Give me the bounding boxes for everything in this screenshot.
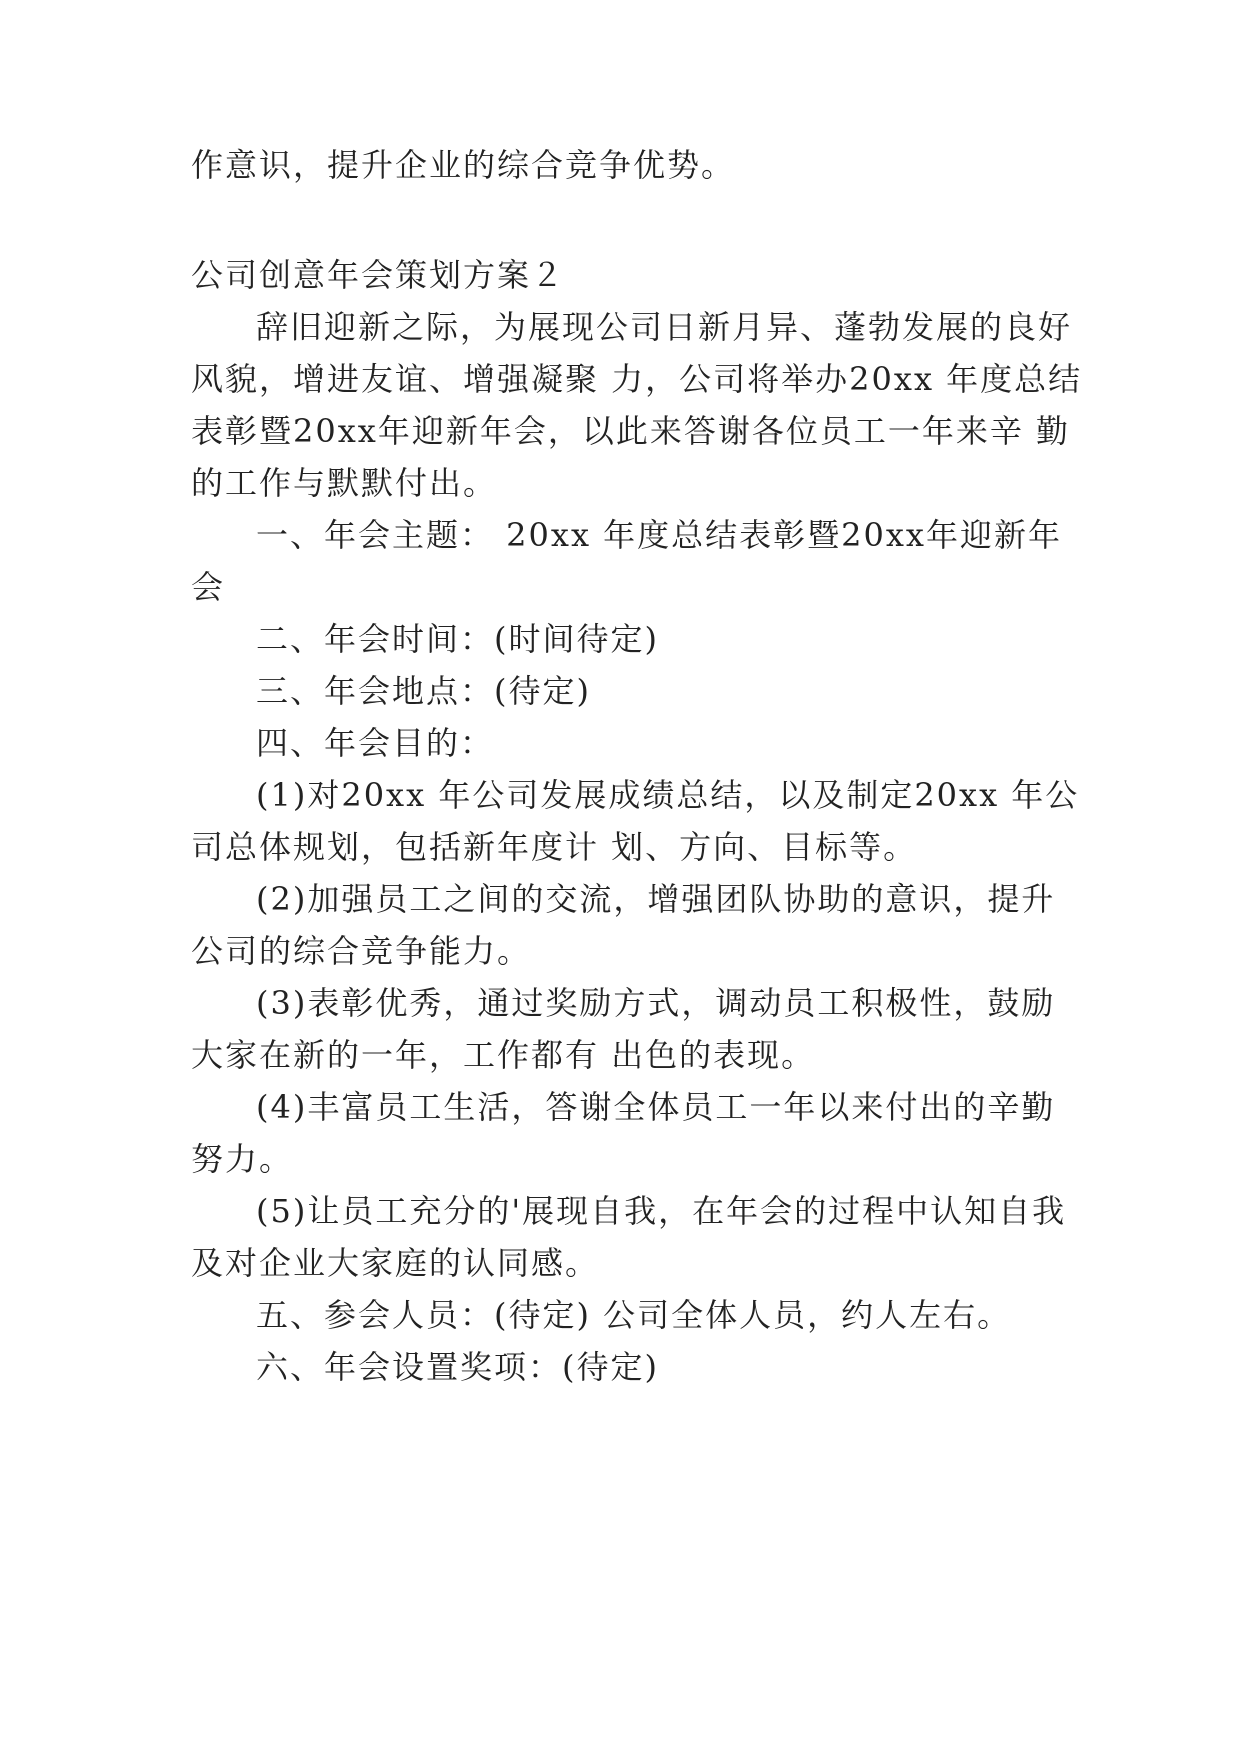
paragraph-line: 的工作与默默付出。 <box>191 464 498 502</box>
paragraph-line: 四、年会目的： <box>256 724 495 762</box>
list-item-line: 司总体规划，包括新年度计 划、方向、目标等。 <box>191 828 918 866</box>
list-item-line: (5)让员工充分的'展现自我，在年会的过程中认知自我 <box>256 1192 1067 1230</box>
section-title: 公司创意年会策划方案２ <box>191 256 566 294</box>
paragraph-line: 三、年会地点：(待定) <box>256 672 591 710</box>
paragraph-line: 会 <box>191 568 226 606</box>
list-item-line: (4)丰富员工生活，答谢全体员工一年以来付出的辛勤 <box>256 1088 1056 1126</box>
list-item-line: (1)对20xx 年公司发展成绩总结，以及制定20xx 年公 <box>256 776 1080 814</box>
list-item-line: 公司的综合竞争能力。 <box>191 932 532 970</box>
paragraph-line: 辞旧迎新之际，为展现公司日新月异、蓬勃发展的良好 <box>256 308 1073 346</box>
text-line: 作意识，提升企业的综合竞争优势。 <box>191 146 736 184</box>
list-item-line: 努力。 <box>191 1140 294 1178</box>
paragraph-line: 一、年会主题： 20xx 年度总结表彰暨20xx年迎新年 <box>256 516 1062 554</box>
paragraph-line: 六、年会设置奖项：(待定) <box>256 1348 659 1386</box>
paragraph-line: 表彰暨20xx年迎新年会，以此来答谢各位员工一年来辛 勤 <box>191 412 1070 450</box>
paragraph-line: 风貌，增进友谊、增强凝聚 力，公司将举办20xx 年度总结 <box>191 360 1083 398</box>
list-item-line: 及对企业大家庭的认同感。 <box>191 1244 600 1282</box>
list-item-line: 大家在新的一年，工作都有 出色的表现。 <box>191 1036 816 1074</box>
paragraph-line: 五、参会人员：(待定) 公司全体人员，约人左右。 <box>256 1296 1012 1334</box>
paragraph-line: 二、年会时间：(时间待定) <box>256 620 659 658</box>
list-item-line: (2)加强员工之间的交流，增强团队协助的意识，提升 <box>256 880 1056 918</box>
list-item-line: (3)表彰优秀，通过奖励方式，调动员工积极性，鼓励 <box>256 984 1056 1022</box>
